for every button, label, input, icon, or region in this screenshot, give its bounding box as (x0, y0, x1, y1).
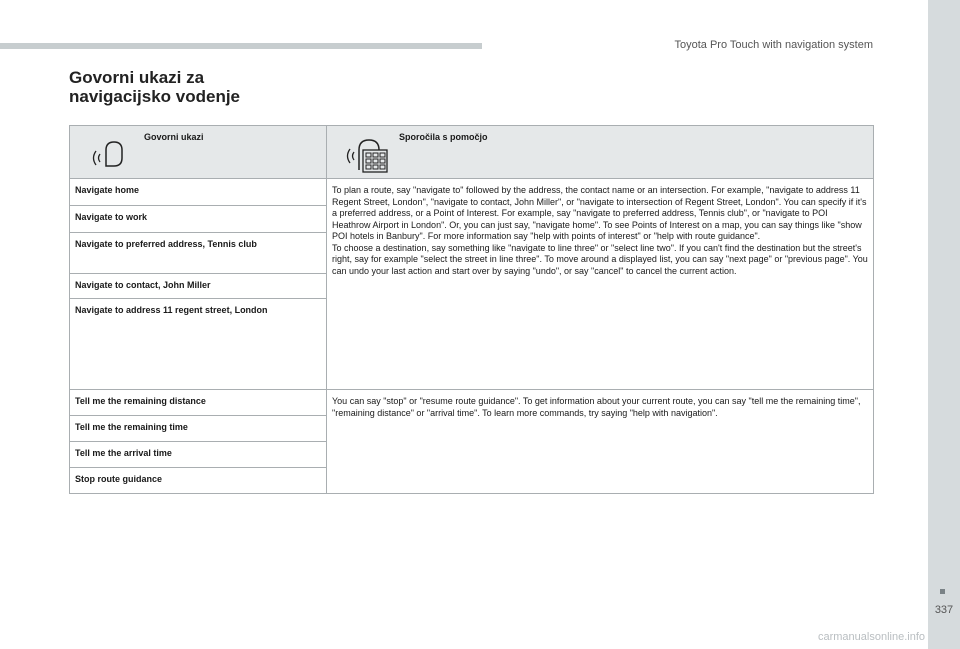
section-title-line2: navigacijsko vodenje (69, 87, 241, 106)
section-title (69, 68, 369, 106)
command-stop-guidance: Stop route guidance (70, 468, 327, 494)
navigation-help-text (327, 179, 874, 390)
section-title-line1: Govorni ukazi za (69, 68, 205, 87)
header-label-commands: Govorni ukazi (144, 132, 204, 142)
table-row (70, 390, 874, 416)
command-remaining-distance: Tell me the remaining distance (70, 390, 327, 416)
page-number: 337 (934, 604, 954, 616)
watermark: carmanualsonline.info (817, 631, 925, 643)
header-label-help: Sporočila s pomočjo (399, 132, 488, 142)
command-navigate-preferred: Navigate to preferred address, Tennis club (70, 233, 327, 274)
command-navigate-address: Navigate to address 11 regent street, London (70, 299, 327, 390)
command-navigate-contact: Navigate to contact, John Miller (70, 274, 327, 299)
table-header-row (70, 126, 874, 179)
command-navigate-work: Navigate to work (70, 206, 327, 233)
command-arrival-time: Tell me the arrival time (70, 442, 327, 468)
command-navigate-home: Navigate home (70, 179, 327, 206)
header-cell-commands (70, 126, 327, 179)
route-help-text: You can say "stop" or "resume route guidance". To get information about your current route, you can say "tell me the remaining time", "remaining distance" or "arrival time". To learn more commands, try saying "help with navigation". (327, 390, 874, 494)
voice-command-hand-icon (90, 136, 130, 172)
page-marker (940, 589, 945, 594)
table-row (70, 179, 874, 206)
header-cell-help (327, 126, 874, 179)
navigation-help-paragraph-1: To plan a route, say "navigate to" followed by the address, the contact name or an intersection. For example, "navigate to address 11 Regent Street, London", "navigate to contact, John Miller", or "navigate to intersection of Regent Street, London". You can specify if it's a preferred address, or a Point of Interest. For example, say "navigate to preferred address, Tennis club", or "navigate to POI Heathrow Airport in London". Or, you can just say, "navigate home". To see Points of Interest on a map, you can say things like "show POI hotels in Banbury". For more information say "help with points of interest" or "help with route guidance". (332, 185, 867, 241)
navigation-help-paragraph-2: To choose a destination, say something like "navigate to line three" or "select line two". If you can't find the destination but the street's right, say for example "select the street in line three". To move around a displayed list, you can say "next page" or "previous page". You can undo your last action and start over by saying "undo", or say "cancel" to cancel the current action. (332, 242, 868, 276)
top-accent-bar (0, 43, 482, 49)
running-header: Toyota Pro Touch with navigation system (674, 39, 873, 51)
command-remaining-time: Tell me the remaining time (70, 416, 327, 442)
voice-help-keypad-icon (345, 136, 389, 174)
voice-commands-table (69, 125, 874, 494)
page-edge-strip (928, 0, 960, 649)
